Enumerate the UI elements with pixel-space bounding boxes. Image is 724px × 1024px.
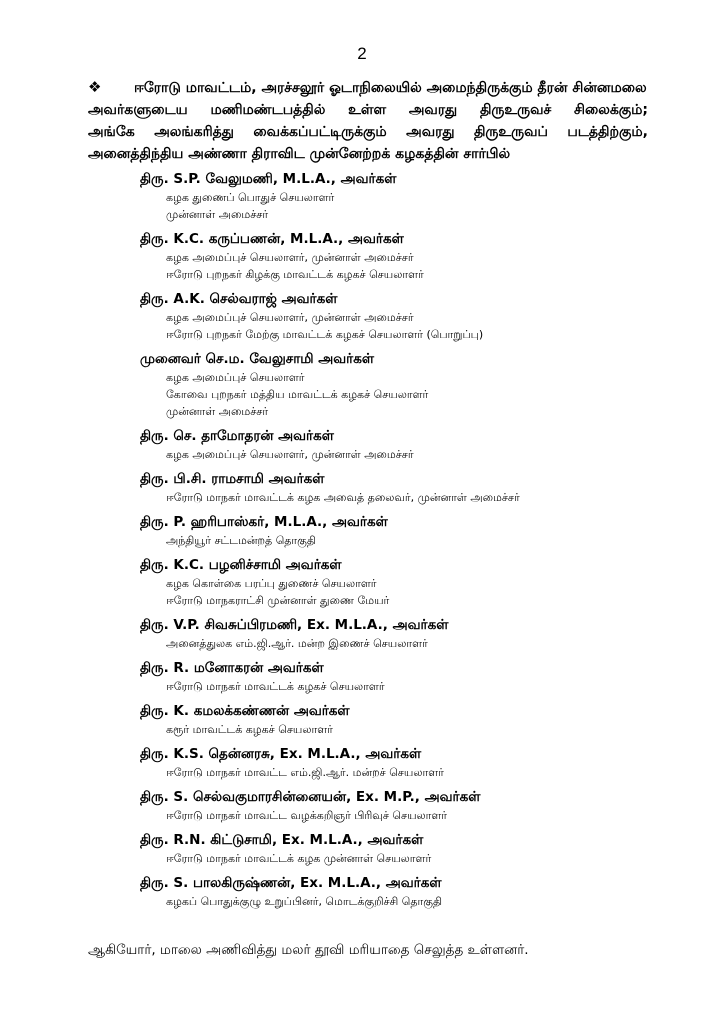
list-item bbox=[140, 745, 660, 781]
list-item bbox=[140, 170, 660, 223]
entry-name: திரு. K.S. தென்னரசு, Ex. M.L.A., அவர்கள் bbox=[140, 746, 422, 762]
entry-name: திரு. V.P. சிவசுப்பிரமணி, Ex. M.L.A., அவர்கள் bbox=[140, 617, 449, 633]
entry-name: திரு. S. பாலகிருஷ்ணன், Ex. M.L.A., அவர்கள் bbox=[140, 875, 442, 891]
list-item bbox=[140, 702, 660, 738]
intro-line-2: அவர்களுடைய மணிமண்டபத்தில் உள்ள அவரது திருஉருவச் சிலைக்கும்; bbox=[88, 102, 648, 118]
diamond-bullet-icon: ❖ bbox=[88, 78, 102, 96]
list-item bbox=[140, 470, 660, 506]
entry-role: ஈரோடு புறநகர் மேற்கு மாவட்டக் கழகச் செயலாளர் (பொறுப்பு) bbox=[166, 328, 484, 341]
entry-role: கழக அமைப்புச் செயலாளர், முன்னாள் அமைச்சர் bbox=[166, 251, 414, 264]
entry-role: முன்னாள் அமைச்சர் bbox=[166, 208, 269, 221]
entry-name: திரு. K.C. பழனிச்சாமி அவர்கள் bbox=[140, 557, 342, 573]
list-item bbox=[140, 350, 660, 420]
list-item bbox=[140, 616, 660, 652]
list-item bbox=[140, 831, 660, 867]
list-item bbox=[140, 513, 660, 549]
entry-role: ஈரோடு மாநகர் மாவட்டக் கழகச் செயலாளர் bbox=[166, 680, 385, 693]
list-item bbox=[140, 427, 660, 463]
entry-role: கழக கொள்கை பரப்பு துணைச் செயலாளர் bbox=[166, 577, 377, 590]
intro-paragraph bbox=[88, 76, 648, 165]
entry-name: திரு. R. மனோகரன் அவர்கள் bbox=[140, 660, 324, 676]
intro-line-3: அங்கே அலங்கரித்து வைக்கப்பட்டிருக்கும் அவரது திருஉருவப் படத்திற்கும், bbox=[88, 124, 648, 140]
entry-name: திரு. R.N. கிட்டுசாமி, Ex. M.L.A., அவர்கள் bbox=[140, 832, 424, 848]
closing-sentence: ஆகியோர், மாலை அணிவித்து மலர் தூவி மரியாதை செலுத்த உள்ளனர். bbox=[88, 942, 529, 958]
entry-role: கழகப் பொதுக்குழு உறுப்பினர், மொடக்குறிச்சி தொகுதி bbox=[166, 895, 442, 908]
entry-role: கோவை புறநகர் மத்திய மாவட்டக் கழகச் செயலாளர் bbox=[166, 388, 429, 401]
entry-role: கழக துணைப் பொதுச் செயலாளர் bbox=[166, 191, 335, 204]
entry-role: கழக அமைப்புச் செயலாளர், முன்னாள் அமைச்சர் bbox=[166, 448, 414, 461]
list-item bbox=[140, 788, 660, 824]
dignitaries-list bbox=[140, 170, 660, 917]
entry-role: கழக அமைப்புச் செயலாளர், முன்னாள் அமைச்சர் bbox=[166, 311, 414, 324]
entry-role: ஈரோடு புறநகர் கிழக்கு மாவட்டக் கழகச் செயலாளர் bbox=[166, 268, 424, 281]
entry-name: திரு. K. கமலக்கண்ணன் அவர்கள் bbox=[140, 703, 350, 719]
entry-name: திரு. பி.சி. ராமசாமி அவர்கள் bbox=[140, 471, 325, 487]
entry-role: ஈரோடு மாநகர் மாவட்டக் கழக முன்னாள் செயலாளர் bbox=[166, 852, 432, 865]
intro-line-text: ஈரோடு மாவட்டம், அரச்சலூர் ஓடாநிலையில் அமைந்திருக்கும் தீரன் சின்னமலை bbox=[134, 80, 647, 96]
entry-role: அந்தியூர் சட்டமன்றத் தொகுதி bbox=[166, 534, 316, 547]
intro-line-4: அனைத்திந்திய அண்ணா திராவிட முன்னேற்றக் கழகத்தின் சார்பில் bbox=[88, 146, 511, 162]
intro-line-1 bbox=[88, 76, 648, 99]
entry-name: திரு. A.K. செல்வராஜ் அவர்கள் bbox=[140, 291, 338, 307]
entry-role: ஈரோடு மாநகர் மாவட்டக் கழக அவைத் தலைவர், முன்னாள் அமைச்சர் bbox=[166, 491, 520, 504]
entry-name: திரு. S. செல்வகுமாரசின்னையன், Ex. M.P., அவர்கள் bbox=[140, 789, 481, 805]
entry-name: திரு. செ. தாமோதரன் அவர்கள் bbox=[140, 428, 334, 444]
entry-role: கரூர் மாவட்டக் கழகச் செயலாளர் bbox=[166, 723, 333, 736]
list-item bbox=[140, 230, 660, 283]
list-item bbox=[140, 556, 660, 609]
entry-name: முனைவர் செ.ம. வேலுசாமி அவர்கள் bbox=[140, 351, 375, 367]
list-item bbox=[140, 874, 660, 910]
page-number: 2 bbox=[357, 44, 367, 63]
entry-name: திரு. P. ஹரிபாஸ்கர், M.L.A., அவர்கள் bbox=[140, 514, 388, 530]
entry-role: ஈரோடு மாநகராட்சி முன்னாள் துணை மேயர் bbox=[166, 594, 390, 607]
entry-role: ஈரோடு மாநகர் மாவட்ட வழக்கறிஞர் பிரிவுச் செயலாளர் bbox=[166, 809, 448, 822]
entry-role: முன்னாள் அமைச்சர் bbox=[166, 405, 269, 418]
list-item bbox=[140, 290, 660, 343]
list-item bbox=[140, 659, 660, 695]
entry-name: திரு. S.P. வேலுமணி, M.L.A., அவர்கள் bbox=[140, 171, 397, 187]
entry-role: கழக அமைப்புச் செயலாளர் bbox=[166, 371, 305, 384]
entry-role: அனைத்துலக எம்.ஜி.ஆர். மன்ற இணைச் செயலாளர் bbox=[166, 637, 428, 650]
entry-name: திரு. K.C. கருப்பணன், M.L.A., அவர்கள் bbox=[140, 231, 404, 247]
entry-role: ஈரோடு மாநகர் மாவட்ட எம்.ஜி.ஆர். மன்றச் செயலாளர் bbox=[166, 766, 444, 779]
